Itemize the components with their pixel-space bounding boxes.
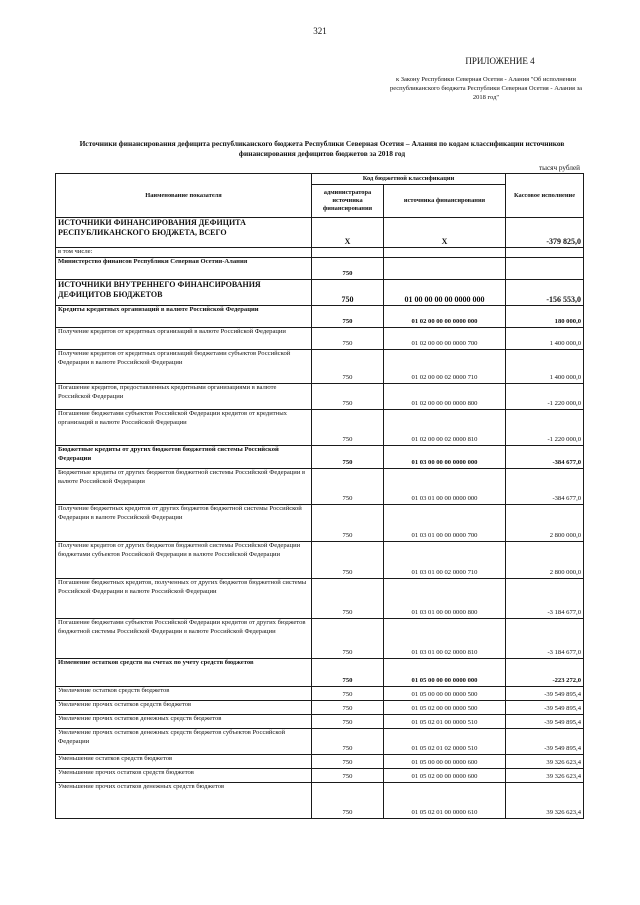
row-name: Министерство финансов Республики Северная Осетия-Алания [56,258,312,280]
appendix-subtitle: к Закону Республики Северная Осетия - Алания "Об исполнении республиканского бюджета Республики Северная Осетия - Алания за 2018 год" [389,76,583,102]
row-amount: -3 184 677,0 [506,579,584,619]
row-source-code: 01 02 00 00 02 0000 810 [384,410,506,446]
row-source-code: 01 05 02 00 00 0000 500 [384,701,506,715]
row-name: Увеличение прочих остатков средств бюджетов [56,701,312,715]
row-amount: 2 800 000,0 [506,505,584,542]
table-row [56,258,584,280]
table-row [56,659,584,687]
table-row [56,446,584,469]
row-administrator-code: 750 [312,729,384,755]
row-amount: 180 000,0 [506,306,584,328]
row-administrator-code: 750 [312,783,384,819]
row-name: Погашение кредитов, предоставленных кредитными организациями в валюте Российской Федерации [56,384,312,410]
row-administrator-code: Х [312,218,384,248]
row-amount: -39 549 895,4 [506,729,584,755]
row-administrator-code: 750 [312,659,384,687]
table-row [56,701,584,715]
row-administrator-code: 750 [312,619,384,659]
row-amount: -223 272,0 [506,659,584,687]
row-amount: 39 326 623,4 [506,755,584,769]
row-source-code: 01 02 00 00 00 0000 800 [384,384,506,410]
table-row [56,328,584,350]
row-administrator-code: 750 [312,755,384,769]
table-body [56,218,584,819]
row-source-code [384,248,506,258]
row-administrator-code: 750 [312,505,384,542]
row-administrator-code: 750 [312,446,384,469]
table-row [56,410,584,446]
table-row [56,384,584,410]
header-amount: Кассовое исполнение [506,174,584,218]
table-row [56,306,584,328]
header-code-group: Код бюджетной классификации [312,174,506,185]
table-row [56,280,584,306]
row-name: Бюджетные кредиты от других бюджетов бюджетной системы Российской Федерации в валюте Российской Федерации [56,469,312,505]
header-administrator: администратора источника финансирования [312,185,384,218]
row-amount: -39 549 895,4 [506,687,584,701]
table-row [56,783,584,819]
row-administrator-code: 750 [312,542,384,579]
row-administrator-code: 750 [312,687,384,701]
row-administrator-code: 750 [312,701,384,715]
row-administrator-code: 750 [312,306,384,328]
row-name: Получение кредитов от кредитных организаций бюджетами субъектов Российской Федерации в валюте Российской Федерации [56,350,312,384]
row-source-code: Х [384,218,506,248]
row-source-code: 01 05 00 00 00 0000 500 [384,687,506,701]
row-name: Получение бюджетных кредитов от других бюджетов бюджетной системы Российской Федерации в валюте Российской Федерации [56,505,312,542]
row-name: ИСТОЧНИКИ ВНУТРЕННЕГО ФИНАНСИРОВАНИЯ ДЕФИЦИТОВ БЮДЖЕТОВ [56,280,312,306]
row-amount: -384 677,0 [506,446,584,469]
row-amount: 39 326 623,4 [506,769,584,783]
row-source-code [384,258,506,280]
row-name: Бюджетные кредиты от других бюджетов бюджетной системы Российской Федерации [56,446,312,469]
row-name: Получение кредитов от кредитных организаций в валюте Российской Федерации [56,328,312,350]
row-amount [506,258,584,280]
row-amount: -3 184 677,0 [506,619,584,659]
row-amount: 1 400 000,0 [506,350,584,384]
row-amount: 2 800 000,0 [506,542,584,579]
row-source-code: 01 05 02 01 00 0000 610 [384,783,506,819]
row-name: Погашение бюджетами субъектов Российской Федерации кредитов от кредитных организаций в валюте Российской Федерации [56,410,312,446]
row-amount: -39 549 895,4 [506,701,584,715]
table-row [56,619,584,659]
table-row [56,729,584,755]
row-source-code: 01 03 01 00 02 0000 710 [384,542,506,579]
table-row [56,579,584,619]
row-administrator-code: 750 [312,280,384,306]
page-number: 321 [313,26,327,36]
row-amount: 39 326 623,4 [506,783,584,819]
row-source-code: 01 02 00 00 00 0000 000 [384,306,506,328]
row-source-code: 01 03 01 00 00 0000 700 [384,505,506,542]
row-source-code: 01 02 00 00 00 0000 700 [384,328,506,350]
row-amount: -1 220 000,0 [506,410,584,446]
row-name: Уменьшение прочих остатков денежных средств бюджетов [56,783,312,819]
units-label: тысяч рублей [539,164,580,172]
row-name: Погашение бюджетных кредитов, полученных от других бюджетов бюджетной системы Российской Федерации в валюте Российской Федерации [56,579,312,619]
row-name: Увеличение остатков средств бюджетов [56,687,312,701]
row-source-code: 01 05 00 00 00 0000 600 [384,755,506,769]
row-source-code: 01 02 00 00 02 0000 710 [384,350,506,384]
table-row [56,755,584,769]
row-administrator-code: 750 [312,258,384,280]
row-administrator-code: 750 [312,410,384,446]
table-row [56,769,584,783]
row-name: Уменьшение прочих остатков средств бюджетов [56,769,312,783]
table-row [56,248,584,258]
row-administrator-code: 750 [312,579,384,619]
row-source-code: 01 03 01 00 00 0000 000 [384,469,506,505]
row-administrator-code: 750 [312,715,384,729]
table-row [56,505,584,542]
row-source-code: 01 03 00 00 00 0000 000 [384,446,506,469]
table-row [56,687,584,701]
header-source: источника финансирования [384,185,506,218]
row-administrator-code: 750 [312,384,384,410]
row-amount: -156 553,0 [506,280,584,306]
table-row [56,350,584,384]
row-source-code: 01 05 02 01 00 0000 510 [384,715,506,729]
row-amount [506,248,584,258]
row-administrator-code: 750 [312,350,384,384]
table-row [56,469,584,505]
row-name: Увеличение прочих остатков денежных средств бюджетов [56,715,312,729]
row-source-code: 01 03 01 00 02 0000 810 [384,619,506,659]
row-source-code: 01 00 00 00 00 0000 000 [384,280,506,306]
row-name: Кредиты кредитных организаций в валюте Российской Федерации [56,306,312,328]
row-name: Погашение бюджетами субъектов Российской Федерации кредитов от других бюджетов бюджетной системы Российской Федерации в валюте Российской Федерации [56,619,312,659]
row-name: ИСТОЧНИКИ ФИНАНСИРОВАНИЯ ДЕФИЦИТА РЕСПУБЛИКАНСКОГО БЮДЖЕТА, ВСЕГО [56,218,312,248]
row-administrator-code [312,248,384,258]
appendix-title: ПРИЛОЖЕНИЕ 4 [465,56,535,66]
row-administrator-code: 750 [312,769,384,783]
financing-table [55,173,584,819]
table-row [56,542,584,579]
row-name: Уменьшение остатков средств бюджетов [56,755,312,769]
row-name: в том числе: [56,248,312,258]
row-source-code: 01 05 00 00 00 0000 000 [384,659,506,687]
row-amount: -1 220 000,0 [506,384,584,410]
row-source-code: 01 05 02 00 00 0000 600 [384,769,506,783]
row-amount: 1 400 000,0 [506,328,584,350]
table-row [56,218,584,248]
row-name: Увеличение прочих остатков денежных средств бюджетов субъектов Российской Федерации [56,729,312,755]
row-name: Получение кредитов от других бюджетов бюджетной системы Российской Федерации бюджетами субъектов Российской Федерации в валюте Российской Федерации [56,542,312,579]
header-name: Наименование показателя [56,174,312,218]
row-source-code: 01 03 01 00 00 0000 800 [384,579,506,619]
row-administrator-code: 750 [312,328,384,350]
row-administrator-code: 750 [312,469,384,505]
row-amount: -384 677,0 [506,469,584,505]
row-name: Изменение остатков средств на счетах по учету средств бюджетов [56,659,312,687]
row-amount: -379 825,0 [506,218,584,248]
table-row [56,715,584,729]
row-source-code: 01 05 02 01 02 0000 510 [384,729,506,755]
row-amount: -39 549 895,4 [506,715,584,729]
document-title: Источники финансирования дефицита республиканского бюджета Республики Северная Осетия – Алания по кодам классификации источников финансирования дефицитов бюджетов за 2018 год [79,139,565,158]
